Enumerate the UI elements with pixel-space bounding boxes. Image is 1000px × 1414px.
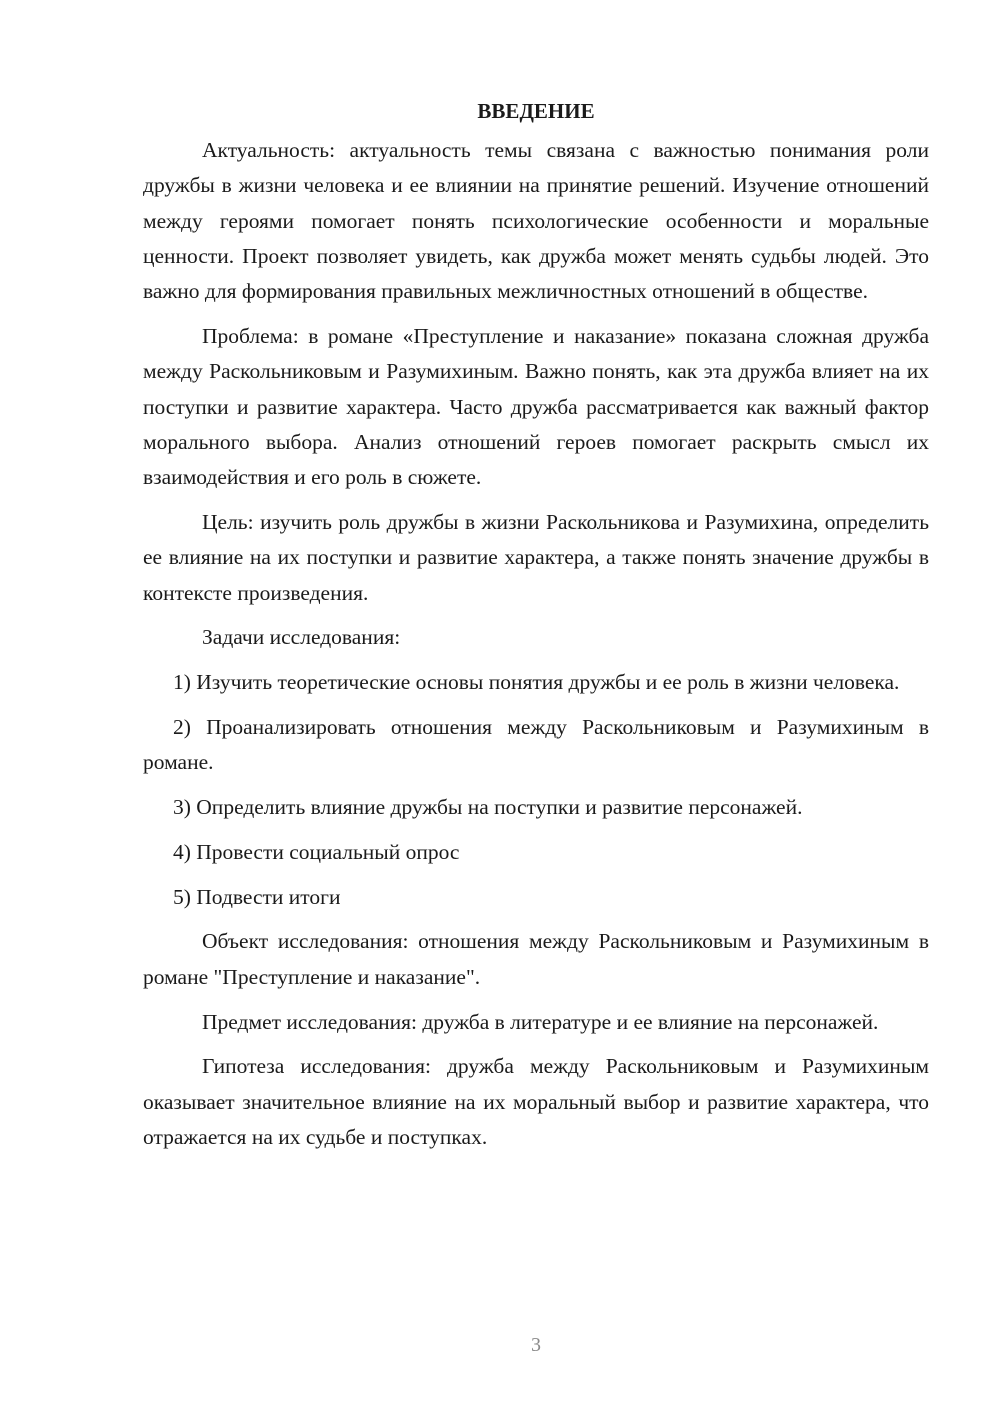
section-title: ВВЕДЕНИЕ [477, 99, 595, 123]
object-paragraph: Объект исследования: отношения между Раскольниковым и Разумихиным в романе "Преступление и наказание". [143, 929, 929, 989]
hypothesis-paragraph: Гипотеза исследования: дружба между Раскольниковым и Разумихиным оказывает значительное влияние на их моральный выбор и развитие характера, что отражается на их судьбе и поступках. [143, 1054, 929, 1149]
task-item-5: 5) Подвести итоги [173, 884, 341, 909]
task-item-1: 1) Изучить теоретические основы понятия дружбы и ее роль в жизни человека. [173, 670, 900, 695]
page-number: 3 [531, 1334, 541, 1356]
page-content [143, 93, 929, 1165]
subject-paragraph: Предмет исследования: дружба в литературе и ее влияние на персонажей. [202, 1009, 879, 1034]
problem-paragraph: Проблема: в романе «Преступление и наказание» показана сложная дружба между Раскольниковым и Разумихиным. Важно понять, как эта дружба влияет на их поступки и развитие характера. Часто дружба рассматривается как важный фактор морального выбора. Анализ отношений героев помогает раскрыть смысл их взаимодействия и его роль в сюжете. [143, 323, 929, 490]
goal-paragraph: Цель: изучить роль дружбы в жизни Раскольникова и Разумихина, определить ее влияние на их поступки и развитие характера, а также понять значение дружбы в контексте произведения. [143, 509, 929, 605]
task-item-3: 3) Определить влияние дружбы на поступки и развитие персонажей. [173, 795, 803, 820]
relevance-paragraph: Актуальность: актуальность темы связана с важностью понимания роли дружбы в жизни человека и ее влиянии на принятие решений. Изучение отношений между героями помогает понять психологические особенности и моральные ценности. Проект позволяет увидеть, как дружба может менять судьбы людей. Это важно для формирования правильных межличностных отношений в обществе. [143, 138, 929, 304]
task-item-2: 2) Проанализировать отношения между Раскольниковым и Разумихиным в романе. [143, 714, 929, 775]
task-item-4: 4) Провести социальный опрос [173, 839, 460, 864]
tasks-heading: Задачи исследования: [202, 625, 401, 650]
